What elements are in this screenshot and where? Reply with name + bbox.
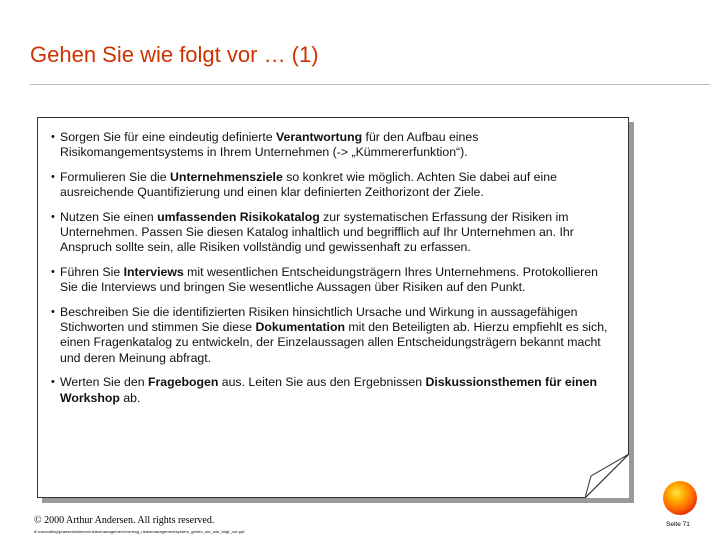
- footer-copyright: © 2000 Arthur Andersen. All rights reserved.: [34, 515, 215, 526]
- bullet-item: [52, 375, 618, 406]
- bullet-text: für den Aufbau eines Risikomangementsystems in Ihrem Unternehmen (-> „Kümmererfunktion“).: [60, 130, 479, 160]
- bullet-emphasis: Diskussionsthemen für einen Workshop: [60, 375, 597, 405]
- bullet-emphasis: Fragebogen: [147, 375, 219, 390]
- bullet-item: [52, 170, 618, 201]
- bullet-text: aus. Leiten Sie aus den Ergebnissen: [218, 375, 426, 390]
- page-number: Seite 71: [666, 521, 690, 528]
- bullet-text: ab.: [119, 390, 141, 405]
- bullet-emphasis: Verantwortung: [276, 130, 363, 144]
- bullet-text: Werten Sie den: [60, 375, 148, 390]
- footer-file-path: d:\consulting\praesentationen\risikomanagement\vortrag_risikomanagementsystem_gehen_sie_wie_folgt_vor.ppt: [34, 529, 245, 534]
- orange-sphere-logo-icon: [663, 481, 697, 515]
- title-divider: [30, 84, 710, 85]
- bullet-emphasis: umfassenden Risikokatalog: [157, 209, 320, 224]
- note-card: [37, 117, 629, 498]
- bullet-item: [52, 305, 618, 367]
- bullet-item: [52, 210, 618, 256]
- bullet-emphasis: Unternehmensziele: [170, 169, 283, 184]
- bullet-text: mit den Beteiligten ab. Hierzu empfiehlt es sich, einen Fragenkatalog zu entwickeln, der Einzelaussagen allen Entscheidungsträgern bekannt macht und deren Meinung abfragt.: [60, 320, 608, 365]
- slide-title: Gehen Sie wie folgt vor … (1): [30, 42, 319, 67]
- bullet-emphasis: Interviews: [123, 264, 184, 279]
- bullet-text: so konkret wie möglich. Achten Sie dabei auf eine ausreichende Quantifizierung und einen klar definierten Zeithorizont der Ziele.: [60, 169, 557, 200]
- bullet-text: Formulieren Sie die: [60, 169, 171, 184]
- bullet-item: [52, 265, 618, 296]
- bullet-text: Beschreiben Sie die identifizierten Risiken hinsichtlich Ursache und Wirkung in aussagefähigen Stichworten und stimmen Sie diese: [60, 304, 578, 335]
- bullet-list: [52, 130, 618, 406]
- bullet-text: Sorgen Sie für eine eindeutig definierte: [60, 130, 277, 144]
- bullet-emphasis: Dokumentation: [255, 320, 345, 335]
- bullet-item: [52, 130, 618, 161]
- bullet-text: zur systematischen Erfassung der Risiken im Unternehmen. Passen Sie diesen Katalog inhaltlich und begrifflich auf Ihr Unternehmen an. Ihr Anspruch sollte sein, alle Risiken vollständig und gewissenhaft zu erfassen.: [60, 209, 574, 255]
- bullet-text: Nutzen Sie einen: [60, 209, 158, 224]
- page-curl-icon: [585, 454, 629, 498]
- bullet-text: mit wesentlichen Entscheidungsträgern Ihres Unternehmens. Protokollieren Sie die Interviews und bringen Sie wesentliche Aussagen über Risiken auf den Punkt.: [60, 264, 598, 295]
- bullet-text: Führen Sie: [60, 264, 124, 279]
